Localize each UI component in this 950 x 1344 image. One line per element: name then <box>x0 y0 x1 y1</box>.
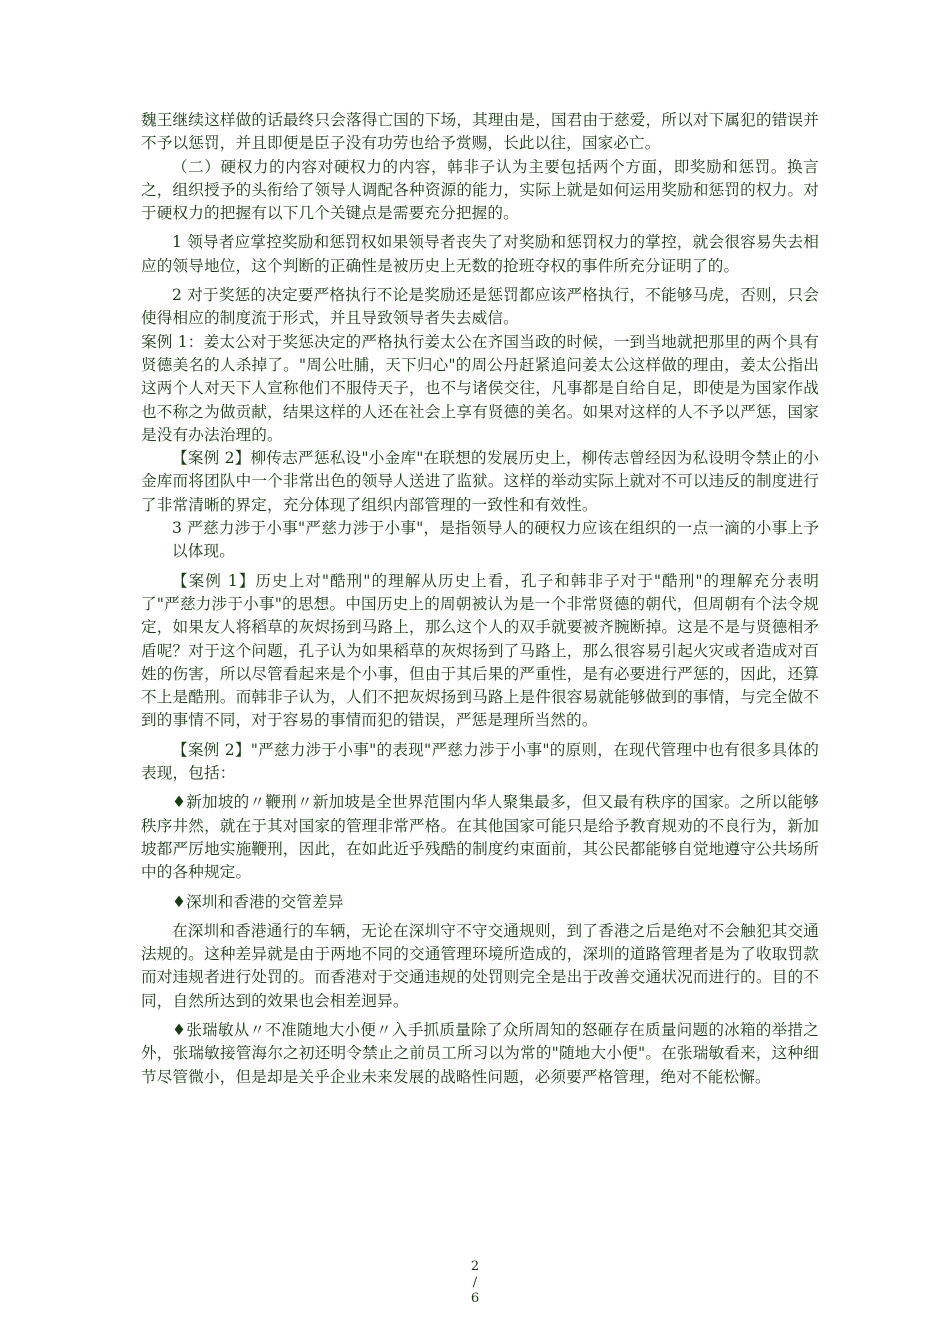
paragraph-wei-wang: 魏王继续这样做的话最终只会落得亡国的下场，其理由是，国君由于慈爱，所以对下属犯的错误并不予以惩罚，并且即便是臣子没有功劳也给予赏赐，长此以往，国家必亡。 <box>141 111 819 153</box>
paragraph-case-small-matters: 【案例 2】"严慈力涉于小事"的表现"严慈力涉于小事"的原则，在现代管理中也有很多具体的表现，包括： <box>141 740 819 783</box>
paragraph-hard-power-content: （二）硬权力的内容对硬权力的内容，韩非子认为主要包括两个方面，即奖励和惩罚。换言之，组织授予的头衔给了领导人调配各种资源的能力，实际上就是如何运用奖励和惩罚的权力。对于硬权力的把握有以下几个关键点是需要充分把握的。 <box>141 157 819 223</box>
paragraph-point-2: 2 对于奖惩的决定要严格执行不论是奖励还是惩罚都应该严格执行，不能够马虎，否则，只会使得相应的制度流于形式，并且导致领导者失去威信。 <box>141 286 819 328</box>
paragraph-point-3: 3 严慈力涉于小事"严慈力涉于小事"，是指领导人的硬权力应该在组织的一点一滴的小事上予以体现。 <box>172 519 819 561</box>
paragraph-shenzhen-hongkong: 在深圳和香港通行的车辆，无论在深圳守不守交通规则，到了香港之后是绝对不会触犯其交通法规的。这种差异就是由于两地不同的交通管理环境所造成的，深圳的道路管理者是为了收取罚款而对违规者进行处罚的。而香港对于交通违规的处罚则完全是出于改善交通状况而进行的。目的不同，自然所达到的效果也会相差迥异。 <box>141 921 819 1010</box>
document-body <box>141 109 819 1089</box>
page-separator: / <box>472 1275 478 1290</box>
paragraph-case-cruel-punishment: 【案例 1】历史上对"酷刑"的理解从历史上看，孔子和韩非子对于"酷刑"的理解充分表明了"严慈力涉于小事"的思想。中国历史上的周朝被认为是一个非常贤德的朝代，但周朝有个法令规定，如果友人将稻草的灰烬扬到马路上，那么这个人的双手就要被齐腕断掉。这是不是与贤德相矛盾呢？对于这个问题，孔子认为如果稻草的灰烬扬到了马路上，那么很容易引起火灾或者造成对百姓的伤害，所以尽管看起来是个小事，但由于其后果的严重性，是有必要进行严惩的，因此，还算不上是酷刑。而韩非子认为，人们不把灰烬扬到马路上是件很容易就能够做到的事情，与完全做不到的事情不同，对于容易的事情而犯的错误，严惩是理所当然的。 <box>141 571 819 730</box>
page-number <box>0 1259 950 1307</box>
page-current: 2 <box>470 1259 480 1274</box>
paragraph-case-jiang-taigong: 案例 1：姜太公对于奖惩决定的严格执行姜太公在齐国当政的时候，一到当地就把那里的两个具有贤德美名的人杀掉了。"周公吐脯，天下归心"的周公丹赶紧追问姜太公这样做的理由，姜太公指出这两个人对天下人宣称他们不服侍天子，也不与诸侯交往，凡事都是自给自足，即使是为国家作战也不称之为做贡献，结果这样的人还在社会上享有贤德的美名。如果对这样的人不予以严惩，国家是没有办法治理的。 <box>141 332 819 444</box>
paragraph-shenzhen-hongkong-heading: ♦深圳和香港的交管差异 <box>172 892 344 911</box>
paragraph-singapore: ♦新加坡的〃鞭刑〃新加坡是全世界范围内华人聚集最多，但又最有秩序的国家。之所以能够秩序井然，就在于其对国家的管理非常严格。在其他国家可能只是给予教育规劝的不良行为，新加坡都严厉地实施鞭刑，因此，在如此近乎残酷的制度约束面前，其公民都能够自觉地遵守公共场所中的各种规定。 <box>141 793 819 882</box>
paragraph-point-1: 1 领导者应掌控奖励和惩罚权如果领导者丧失了对奖励和惩罚权力的掌控，就会很容易失去相应的领导地位，这个判断的正确性是被历史上无数的抢班夺权的事件所充分证明了的。 <box>141 233 819 275</box>
page-total: 6 <box>470 1291 480 1306</box>
paragraph-case-liu-chuanzhi: 【案例 2】柳传志严惩私设"小金库"在联想的发展历史上，柳传志曾经因为私设明令禁止的小金库而将团队中一个非常出色的领导人送进了监狱。这样的举动实际上就对不可以违反的制度进行了非常清晰的界定，充分体现了组织内部管理的一致性和有效性。 <box>141 449 819 514</box>
paragraph-zhang-ruimin: ♦张瑞敏从〃不准随地大小便〃入手抓质量除了众所周知的怒砸存在质量问题的冰箱的举措之外，张瑞敏接管海尔之初还明令禁止之前员工所习以为常的"随地大小便"。在张瑞敏看来，这种细节尽管微小，但是却是关乎企业未来发展的战略性问题，必须要严格管理，绝对不能松懈。 <box>141 1020 819 1086</box>
